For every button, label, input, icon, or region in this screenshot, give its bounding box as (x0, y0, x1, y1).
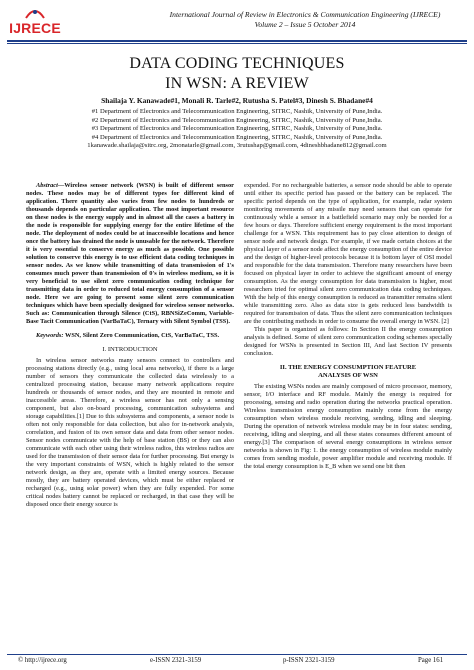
title-line-2: IN WSN: A REVIEW (165, 75, 309, 92)
introduction-continued: expended. For no rechargeable batteries, a sensor node should be able to operate until either its specific period has passed or the battery can be replaced. The specific period depends on the type of application, for example, radar system monitoring movements of any missile may need sensors that can operate for continuously while a sensor in a battlefield scenario may only be needed for a few hours or days. Therefore sufficient energy requirement is the most important challenge for a WSN. This requirement has to pay close attention to design of sensor node and network design. For example, if we made certain choices at the physical layer of a sensor node affect the energy consumption of the entire device and the design of higher-level protocols because it is bottom layer of OSI model and responsible for the data transmission. Therefore many researchers have been focused on physical layer in order to achieve the significant amount of energy consumption. As the energy consumption for data transmission is higher, most researchers tried for optimal silent zero communication data coding techniques. With the help of this energy consumption is reduced as transmitter remains silent while transmitting zero. Also as data size is gets reduced less bandwidth is required for transmission of data. Thus the silent zero communication techniques are the contributing methods in order to consume the overall energy in WSN. [2] (244, 182, 452, 325)
affiliations (20, 108, 454, 151)
paper-title (0, 54, 474, 94)
energy-analysis-text: The existing WSNs nodes are mainly composed of micro processor, memory, sensor, I/O interface and RF module. Mainly the energy is required for processing, sensing and radio operation during the networks practical operation. Wireless transmission energy consumption mainly come from the energy consumption when wireless module receiving, sending, idling and sleeping. During the operation of network wireless module may be in four states: sending, receiving, idling and sleeping, and all these states consumes different amount of energy.[3] The comparison of several energy consumptions in wireless sensor networks is shown in Fig: 1. the energy consumption of wireless module mainly comes from sending module, power amplifier module and receiving module. If the total energy consumption is E_B when we send one bit then (244, 383, 452, 470)
author-list: Shailaja Y. Kanawade#1, Monali R. Tarle#2, Rutusha S. Patel#3, Dinesh S. Bhadane#4 (101, 96, 373, 105)
header-rule-thin (7, 43, 467, 44)
affiliation-3: #3 Department of Electronics and Telecommunication Engineering, SITRC, Nashik, University of Pune,India. (91, 125, 383, 133)
section-heading-introduction: I. INTRODUCTION (102, 346, 158, 353)
keywords-text: WSN, Silent Zero Communication, CtS, VarBaTaC, TSS. (64, 332, 220, 339)
journal-website-link[interactable]: © http://ijrece.org (18, 657, 67, 664)
keywords-label: Keywords: (36, 332, 64, 339)
eissn: e-ISSN 2321-3159 (150, 657, 202, 664)
introduction-text: In wireless sensor networks many sensors connect to controllers and processing stations directly (e.g., using local area networks), if there is a large number of sensors they communicate the collected data wirelessly to a centralized processing station, because many network applications require hundreds or thousands of sensor nodes, and they are mounted in remote and inaccessible areas. Therefore, a wireless sensor has not only a sensing component, but also on-board processing, communication subsystems and storage capabilities.[1] Due to this subsystems and components, a sensor node is often not only responsible for data collection, but also for in-network analysis, correlation, and fusion of its own sensor data and data from other sensor nodes. Sensor nodes communicate with the help of base station (BS) or they can also communicate with each other using their wireless radios, this wireless radios are used for the transmission of their sensor data for further processing. But energy is the very important constraints of WSN, which is highly related to the sensor network design, as they are, operate with a limited energy sources. Because mostly, they are battery operated devices, which must be either replaced or recharged (e.g., using solar power) when they are fully expended. For some critical nodes battery cannot be replaced or recharged, in that case they will be disposed once their energy source is (26, 357, 234, 508)
title-line-1: DATA CODING TECHNIQUES (129, 55, 345, 72)
left-column (26, 182, 234, 509)
keywords (26, 332, 234, 340)
page-number: Page 161 (418, 657, 444, 664)
journal-name: International Journal of Review in Electronics & Communication Engineering (IJRECE) (169, 10, 441, 19)
header-rule (7, 40, 467, 42)
abstract (26, 182, 234, 326)
journal-volume: Volume 2 – Issue 5 October 2014 (254, 19, 356, 29)
pissn: p-ISSN 2321-3159 (283, 657, 335, 664)
journal-header (140, 10, 470, 29)
right-column (244, 182, 452, 471)
affiliation-1: #1 Department of Electronics and Telecommunication Engineering, SITRC, Nashik, University of Pune,India. (91, 108, 383, 115)
affiliation-4: #4 Department of Electronics and Telecommunication Engineering, SITRC, Nashik, University of Pune,India. (91, 133, 383, 141)
abstract-label: Abstract— (36, 182, 65, 189)
affiliation-2: #2 Department of Electronics and Telecommunication Engineering, SITRC, Nashik, University of Pune,India. (91, 116, 383, 124)
footer-rule (7, 654, 467, 655)
journal-logo (6, 6, 64, 36)
logo-text: IJRECE (9, 20, 61, 36)
logo-swoosh-icon (24, 6, 46, 20)
author-emails: 1kanawade.shailaja@sitrc.org, 2monatarle@gmail.com, 3rutushap@gmail.com, 4dineshbhadane812@gmail.com (87, 142, 387, 150)
section-heading-energy: II. THE ENERGY CONSUMPTION FEATURE ANALYSIS OF WSN (279, 364, 417, 379)
abstract-text: Wireless sensor network (WSN) is built of different sensor nodes. These nodes may be of different types for different kind of application. There quantity also varies from few nodes to hundreds or thousands depends on particular application. The most important resource on these nodes is the energy supply and in almost all the cases a battery in the node is responsible for supplying energy for the entire lifetime of the node. The deployment of nodes could be at inaccessible locations and hence once the battery has drained the node is unusable for the network. Therefore it is very essential to conserve energy as much as possible. One possible solution to conserve this energy is to use efficient data coding techniques in sensor nodes. As we know while transmitting of data transmission of 1's consumes much power than transmission of 0's in wireless medium, so it is very beneficial to use silent zero communication coding technique for transmitting data in order to reduced total energy consumption of a sensor node. Here we are going to present some silent zero communication techniques which have been specially designed for wireless sensor networks. Such as: Communication through Silence (CtS), RBNSiZeComm, Variable-Base Tacit Communication (VarBaTaC), Ternary with Silent Symbol (TSS). (26, 182, 234, 325)
paper-organization: This paper is organized as follows: In Section II the energy consumption analysis is defined. Some of silent zero communication coding schemes specially designed for WSNs is presented in Section III, And last Section IV presents conclusion. (244, 326, 452, 357)
